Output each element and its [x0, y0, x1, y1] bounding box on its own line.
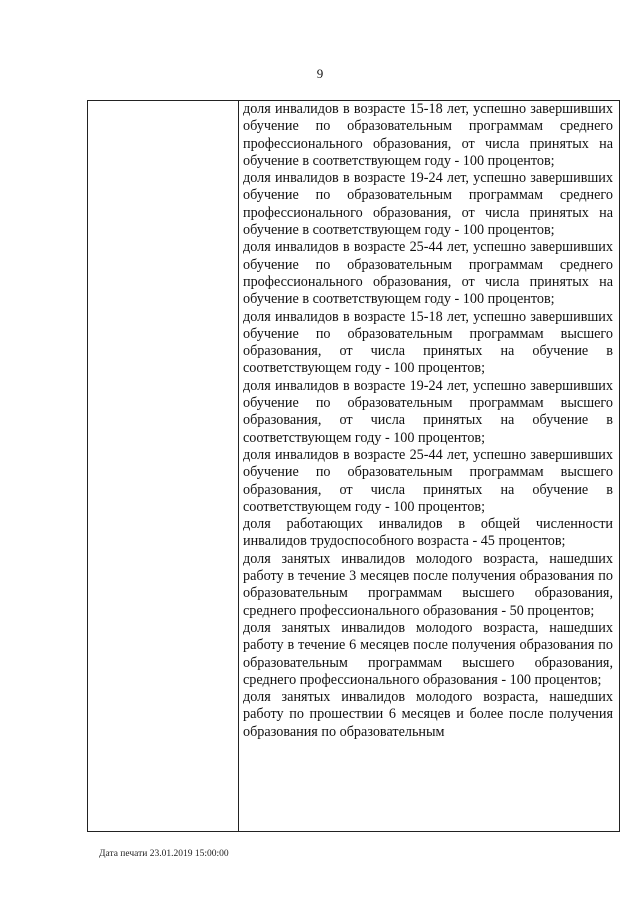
paragraph: доля занятых инвалидов молодого возраста, нашедших работу по прошествии 6 месяцев и более после получения образования по образовательным [243, 689, 613, 740]
page-number: 9 [316, 66, 324, 81]
paragraph: доля занятых инвалидов молодого возраста, нашедших работу в течение 6 месяцев после получения образования по образовательным программам высшего образования, среднего профессионального образования - 100 процентов; [243, 619, 613, 688]
paragraph: доля занятых инвалидов молодого возраста, нашедших работу в течение 3 месяцев после получения образования по образовательным программам высшего образования, среднего профессионального образования - 50 процентов; [243, 550, 613, 619]
paragraph: доля работающих инвалидов в общей численности инвалидов трудоспособного возраста - 45 процентов; [243, 516, 613, 550]
table-cell-left [88, 101, 239, 831]
paragraph: доля инвалидов в возрасте 19-24 лет, успешно завершивших обучение по образовательным программам высшего образования, от числа принятых на обучение в соответствующем году - 100 процентов; [243, 377, 613, 446]
print-date-footer: Дата печати 23.01.2019 15:00:00 [99, 849, 229, 859]
paragraph: доля инвалидов в возрасте 25-44 лет, успешно завершивших обучение по образовательным программам высшего образования, от числа принятых на обучение в соответствующем году - 100 процентов; [243, 446, 613, 515]
paragraph: доля инвалидов в возрасте 25-44 лет, успешно завершивших обучение по образовательным программам среднего профессионального образования, от числа принятых на обучение в соответствующем году - 100 процентов; [243, 239, 613, 308]
paragraph: доля инвалидов в возрасте 15-18 лет, успешно завершивших обучение по образовательным программам высшего образования, от числа принятых на обучение в соответствующем году - 100 процентов; [243, 308, 613, 377]
table-cell-right [239, 101, 619, 831]
paragraph: доля инвалидов в возрасте 15-18 лет, успешно завершивших обучение по образовательным программам среднего профессионального образования, от числа принятых на обучение в соответствующем году - 100 процентов; [243, 101, 613, 169]
paragraph: доля инвалидов в возрасте 19-24 лет, успешно завершивших обучение по образовательным программам среднего профессионального образования, от числа принятых на обучение в соответствующем году - 100 процентов; [243, 170, 613, 239]
document-table [87, 100, 620, 832]
